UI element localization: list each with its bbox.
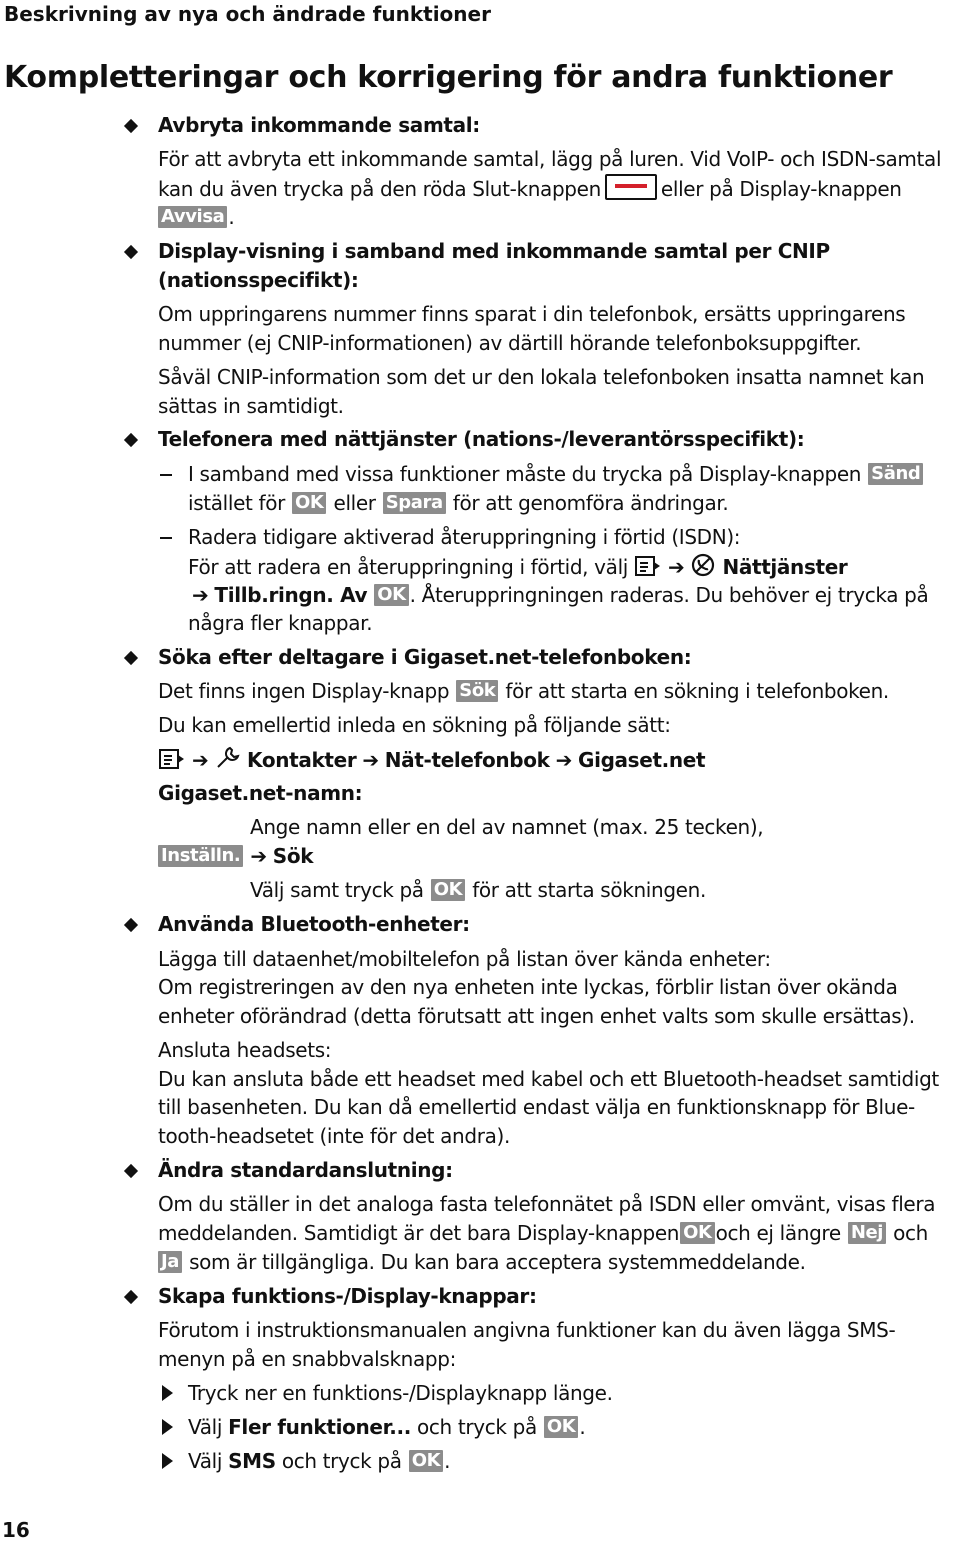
sok-item: Sök [272, 844, 314, 868]
sok-key: Sök [456, 680, 498, 702]
section-title-6: Ändra standardanslutning: [158, 1158, 453, 1182]
arrow-icon: ➔ [250, 844, 267, 868]
menu-icon [158, 747, 186, 771]
arrow-icon: ➔ [362, 748, 379, 772]
text-segment: I samband med vissa funktioner måste du trycka på Display-knappen [188, 462, 862, 486]
text-line: menyn på en snabbvalsknapp: [158, 1347, 456, 1371]
ok-key: OK [431, 879, 465, 901]
section-title-3: Telefonera med nättjänster (nations-/leverantörsspecifikt): [158, 427, 805, 451]
text-segment: kan du även trycka på den röda Slut-knappen [158, 177, 601, 201]
diamond-bullet-icon [124, 651, 138, 665]
text-line: Ange namn eller en del av namnet (max. 25 tecken), [250, 815, 764, 839]
field-label: Gigaset.net-namn: [158, 781, 363, 805]
text-segment: meddelanden. Samtidigt är det bara Display-knappen [158, 1221, 680, 1245]
dash-bullet [160, 474, 172, 476]
spara-key: Spara [383, 492, 446, 514]
text-segment: för att starta en sökning i telefonboken. [505, 679, 889, 703]
running-header: Beskrivning av nya och ändrade funktioner [4, 2, 491, 26]
text-line: För att avbryta ett inkommande samtal, lägg på luren. Vid VoIP- och ISDN-samtal [158, 147, 942, 171]
text-segment: För att radera en återuppringning i förtid, välj [188, 555, 628, 579]
text-line: Lägga till dataenhet/mobiltelefon på listan över kända enheter: [158, 947, 771, 971]
text-segment: och tryck på [417, 1415, 537, 1439]
menu-path [158, 745, 705, 774]
nattelefonbok-label: Nät-telefonbok [384, 748, 550, 772]
arrow-icon: ➔ [555, 748, 572, 772]
diamond-bullet-icon [124, 119, 138, 133]
kontakter-label: Kontakter [247, 748, 357, 772]
text-line: Radera tidigare aktiverad återuppringning i förtid (ISDN): [188, 525, 741, 549]
text-segment: för att starta sökningen. [472, 878, 706, 902]
arrow-icon: ➔ [192, 748, 209, 772]
text-segment: . [444, 1449, 451, 1473]
sms-label: SMS [228, 1449, 276, 1473]
text-segment: och tryck på [281, 1449, 402, 1473]
step-3 [188, 1447, 450, 1475]
menu-icon [634, 554, 662, 578]
diamond-bullet-icon [124, 918, 138, 932]
text-line [188, 552, 847, 581]
text-line [188, 489, 728, 517]
section-title-4: Söka efter deltagare i Gigaset.net-telefonboken: [158, 645, 692, 669]
text-segment: som är tillgängliga. Du kan bara acceptera systemmeddelande. [189, 1250, 806, 1274]
text-segment: Välj samt tryck på [250, 878, 424, 902]
sand-key: Sänd [868, 463, 923, 485]
text-line: Om uppringarens nummer finns sparat i din telefonbok, ersätts uppringarens [158, 302, 906, 326]
text-line [158, 677, 889, 705]
text-line [157, 1248, 806, 1276]
step-arrow-icon [162, 1453, 173, 1469]
text-line [158, 174, 902, 203]
text-segment: . [579, 1415, 586, 1439]
arrow-icon: ➔ [192, 583, 209, 607]
network-services-icon [690, 552, 716, 578]
step-1: Tryck ner en funktions-/Displayknapp länge. [188, 1381, 613, 1405]
ok-key: OK [544, 1416, 578, 1438]
text-line: Ansluta headsets: [158, 1038, 332, 1062]
tillb-label: Tillb.ringn. Av [214, 583, 368, 607]
section-title-2: Display-visning i samband med inkommande samtal per CNIP [158, 239, 830, 263]
diamond-bullet-icon [124, 1164, 138, 1178]
text-segment: . [228, 205, 235, 229]
ok-key: OK [292, 492, 326, 514]
text-line [157, 203, 234, 231]
text-line: Om du ställer in det analoga fasta telefonnätet på ISDN eller omvänt, visas flera [158, 1192, 936, 1216]
step-arrow-icon [162, 1419, 173, 1435]
text-line: till basenheten. Du kan då emellertid endast välja en funktionsknapp för Blue- [158, 1095, 915, 1119]
wrench-icon [214, 745, 240, 771]
text-segment: Välj [188, 1415, 223, 1439]
text-line: Om registreringen av den nya enheten inte lyckas, förblir listan över okända [158, 975, 898, 999]
text-segment: Välj [188, 1449, 223, 1473]
text-line: enheter oförändrad (detta förutsatt att ingen enhet valts som skulle ersättas). [158, 1004, 915, 1028]
text-line: sättas in samtidigt. [158, 394, 344, 418]
text-line: Förutom i instruktionsmanualen angivna funktioner kan du även lägga SMS- [158, 1318, 896, 1342]
ok-key: OK [374, 584, 408, 606]
diamond-bullet-icon [124, 433, 138, 447]
step-2 [188, 1413, 585, 1441]
page-number: 16 [2, 1518, 30, 1542]
text-segment: eller [333, 491, 376, 515]
text-segment: och ej längre [715, 1221, 841, 1245]
text-segment: för att genomföra ändringar. [452, 491, 729, 515]
ok-key: OK [409, 1450, 443, 1472]
text-line: Du kan emellertid inleda en sökning på följande sätt: [158, 713, 671, 737]
text-line [157, 842, 313, 870]
gigaset-label: Gigaset.net [578, 748, 706, 772]
text-line [188, 581, 928, 609]
text-segment: eller på Display-knappen [660, 177, 902, 201]
ja-key: Ja [158, 1251, 182, 1273]
nettjanster-label: Nättjänster [722, 555, 848, 579]
text-line [188, 460, 924, 488]
text-segment: . Återuppringningen raderas. Du behöver ej trycka på [409, 583, 929, 607]
text-segment: Det finns ingen Display-knapp [158, 679, 450, 703]
avvisa-key: Avvisa [158, 206, 227, 228]
text-line [158, 1219, 928, 1247]
text-line: Såväl CNIP-information som det ur den lokala telefonboken insatta namnet kan [158, 365, 925, 389]
page-title: Kompletteringar och korrigering för andra funktioner [4, 60, 893, 95]
end-call-key-icon [605, 174, 657, 200]
nej-key: Nej [848, 1222, 886, 1244]
text-line [250, 876, 706, 904]
dash-bullet [160, 537, 172, 539]
section-title-7: Skapa funktions-/Display-knappar: [158, 1284, 537, 1308]
ok-key: OK [680, 1222, 714, 1244]
text-line: några fler knappar. [188, 611, 373, 635]
text-segment: och [893, 1221, 928, 1245]
diamond-bullet-icon [124, 245, 138, 259]
text-line: tooth-headsetet (inte för det andra). [158, 1124, 510, 1148]
text-segment: istället för [188, 491, 285, 515]
section-title-5: Använda Bluetooth-enheter: [158, 912, 470, 936]
step-arrow-icon [162, 1385, 173, 1401]
arrow-icon: ➔ [668, 555, 685, 579]
installn-key: Inställn. [158, 845, 243, 867]
text-line: nummer (ej CNIP-informationen) av därtill hörande telefonboksuppgifter. [158, 331, 862, 355]
diamond-bullet-icon [124, 1290, 138, 1304]
fler-funktioner-label: Fler funktioner... [228, 1415, 411, 1439]
section-title-1: Avbryta inkommande samtal: [158, 113, 480, 137]
text-line: Du kan ansluta både ett headset med kabel och ett Bluetooth-headset samtidigt [158, 1067, 939, 1091]
section-title-2-cont: (nationsspecifikt): [158, 268, 359, 292]
